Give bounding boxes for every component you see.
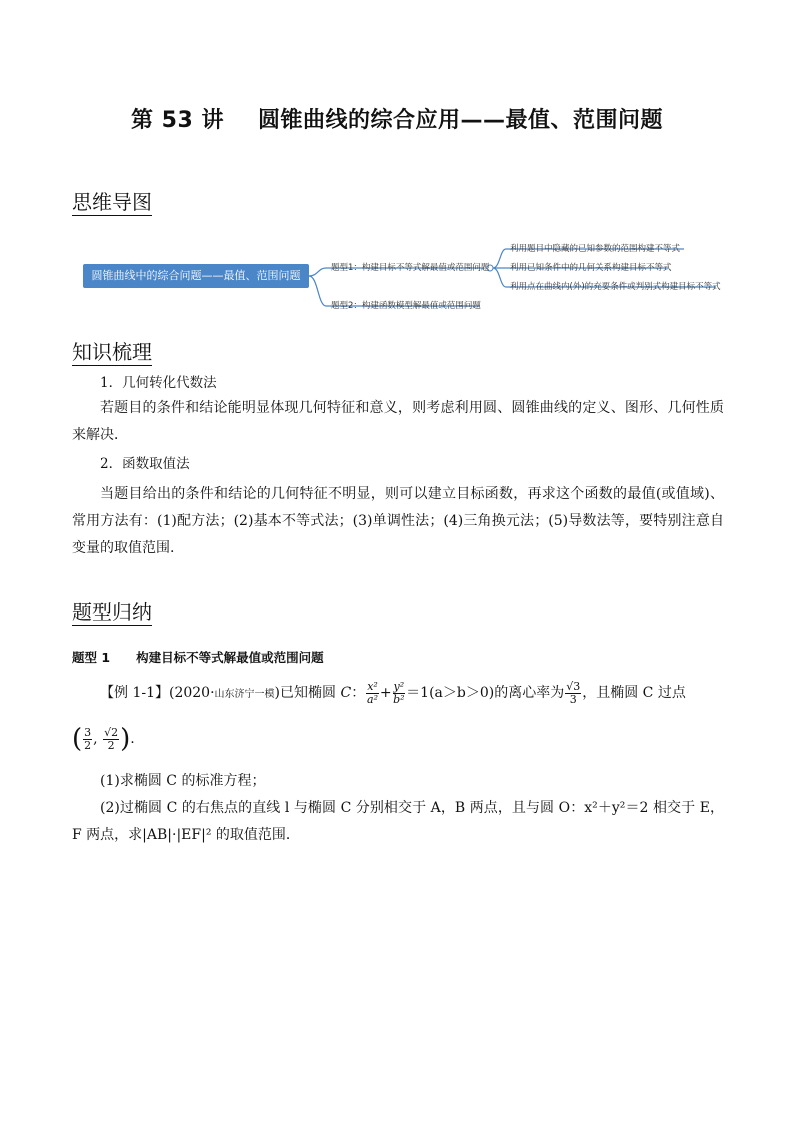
mindmap-leaf-2: 利用已知条件中的几何关系构建目标不等式: [510, 263, 672, 273]
type1-heading: [72, 648, 324, 666]
example-stem-part1: 已知椭圆: [280, 685, 337, 701]
mindmap-root-node: 圆锥曲线中的综合问题——最值、范围问题: [83, 264, 309, 288]
example-source-close: ): [274, 685, 281, 701]
question-2: (2)过椭圆 C 的右焦点的直线 l 与椭圆 C 分别相交于 A，B 两点，且与圆 O：x²＋y²＝2 相交于 E，F 两点，求|AB|·|EF|² 的取值范围．: [72, 800, 724, 843]
type1-heading-number: 题型 1: [72, 650, 111, 665]
fraction-sqrt3-3: $\frac{√3}{3}$: [566, 679, 581, 706]
mindmap-leaf-1: 利用题目中隐藏的已知参数的范围构建不等式: [510, 244, 681, 254]
mindmap-branch-2: 题型2：构建函数模型解最值或范围问题: [331, 301, 481, 311]
colon: ：: [351, 685, 366, 701]
fraction-x2-a2: $\frac{\text{x²}}{\text{a²}}$: [367, 679, 378, 706]
example-source-year: (2020·: [169, 685, 215, 701]
mindmap-leaf-3: 利用点在曲线内(外)的充要条件或判别式构建目标不等式: [510, 282, 721, 292]
lecture-topic: 圆锥曲线的综合应用——最值、范围问题: [257, 108, 663, 133]
question-1: (1)求椭圆 C 的标准方程；: [100, 773, 266, 789]
lecture-number: 第 53 讲: [131, 108, 224, 133]
example-point: ( $\frac{3}{2}$ , $\frac{√2}{2}$ ).: [72, 724, 135, 754]
point-x-fraction: $\frac{3}{2}$: [84, 725, 92, 752]
type1-heading-text: 构建目标不等式解最值或范围问题: [136, 650, 324, 665]
mindmap-branch-1: 题型1：构建目标不等式解最值或范围问题: [331, 263, 490, 273]
knowledge-paragraph-2: 当题目给出的条件和结论的几何特征不明显，则可以建立目标函数，再求这个函数的最值(或值域)、常用方法有：(1)配方法；(2)基本不等式法；(3)单调性法；(4)三角换元法；(5)导数法等，要特别注意自变量的取值范围.: [72, 486, 724, 556]
section-types-heading: 题型归纳: [72, 600, 152, 624]
point-y-fraction: $\frac{√2}{2}$: [104, 725, 119, 752]
knowledge-paragraph-1: 若题目的条件和结论能明显体现几何特征和意义，则考虑利用圆、圆锥曲线的定义、图形、几何性质来解决．: [72, 400, 724, 443]
example-stem-part2: ，且椭圆 C 过点: [582, 685, 686, 701]
knowledge-heading-1: 1．几何转化代数法: [100, 375, 217, 391]
section-knowledge-heading: 知识梳理: [72, 340, 152, 364]
example-label: 【例 1-1】: [100, 685, 169, 701]
section-mindmap-heading: 思维导图: [72, 190, 152, 214]
fraction-y2-b2: $\frac{\text{y²}}{\text{b²}}$: [393, 679, 405, 706]
knowledge-heading-2: 2．函数取值法: [100, 456, 190, 472]
equation-rest: ＝1(a＞b＞0)的离心率为: [406, 685, 565, 701]
example-1-1-stem: 【例 1-1】(2020·山东济宁一模)已知椭圆 C： $\frac{\text{x²}}{\text{a²}}$ + $\frac{\text{y²}}{\text{b²}}$ ＝1(a＞b＞0)的离心率为 $\frac{√3}{3}$ ，且椭圆 C 过点: [100, 679, 686, 706]
ellipse-symbol: C: [340, 685, 352, 701]
example-source-name: 山东济宁一模: [214, 689, 275, 700]
